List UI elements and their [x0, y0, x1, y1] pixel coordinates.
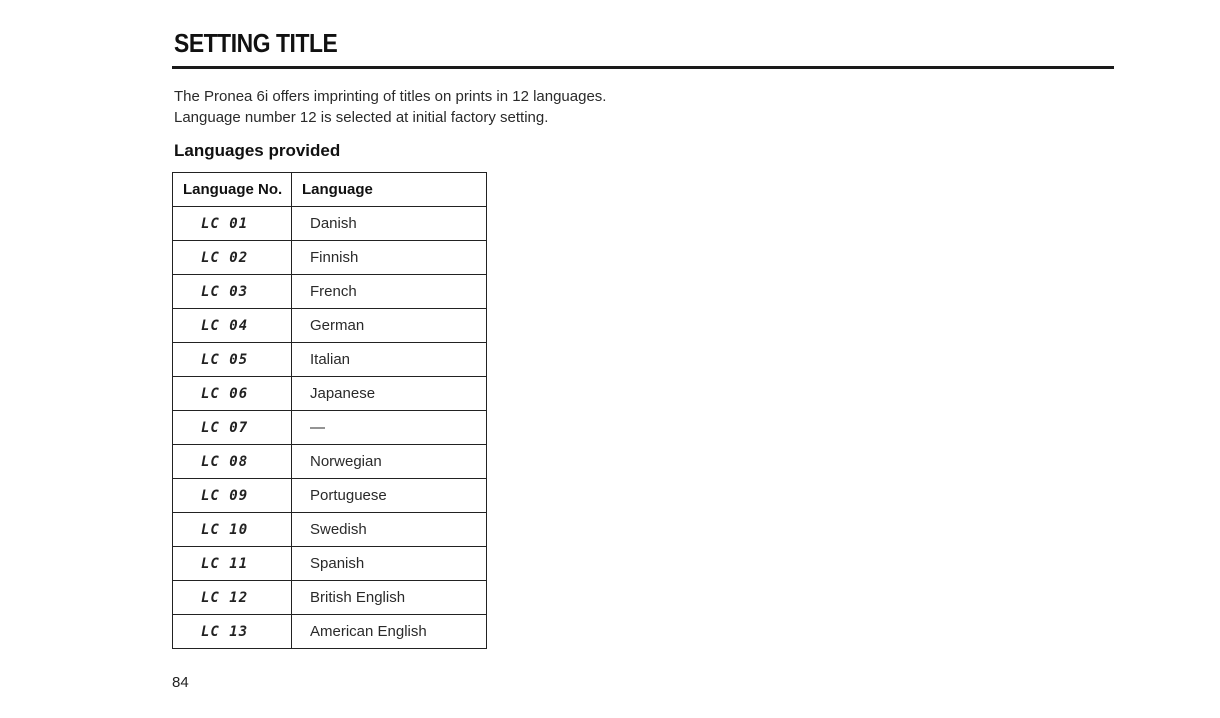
table-row	[173, 207, 487, 241]
language-name-cell: Japanese	[292, 377, 487, 411]
table-row	[173, 445, 487, 479]
intro-line-1: The Pronea 6i offers imprinting of titles on prints in 12 languages.	[174, 88, 607, 105]
table-row	[173, 547, 487, 581]
language-name-cell: American English	[292, 615, 487, 649]
language-name-cell: Italian	[292, 343, 487, 377]
page-number: 84	[172, 674, 189, 691]
language-code-cell: LC 10	[173, 513, 292, 547]
table-row	[173, 479, 487, 513]
table-row	[173, 275, 487, 309]
table-row	[173, 411, 487, 445]
intro-line-2: Language number 12 is selected at initial factory setting.	[174, 109, 549, 126]
language-code-cell: LC 07	[173, 411, 292, 445]
table-row	[173, 377, 487, 411]
language-code-cell: LC 13	[173, 615, 292, 649]
language-code-cell: LC 01	[173, 207, 292, 241]
language-name-cell: Finnish	[292, 241, 487, 275]
title-underline-rule	[172, 66, 1114, 69]
language-name-cell: Portuguese	[292, 479, 487, 513]
language-code-cell: LC 09	[173, 479, 292, 513]
table-row	[173, 513, 487, 547]
table-row	[173, 343, 487, 377]
table-row	[173, 241, 487, 275]
section-heading-languages: Languages provided	[174, 141, 341, 160]
intro-text	[174, 86, 606, 128]
header-language-no: Language No.	[173, 173, 292, 207]
language-name-cell: Norwegian	[292, 445, 487, 479]
language-name-cell: Danish	[292, 207, 487, 241]
header-language: Language	[292, 173, 487, 207]
language-code-cell: LC 12	[173, 581, 292, 615]
language-code-cell: LC 02	[173, 241, 292, 275]
language-name-cell: Swedish	[292, 513, 487, 547]
language-name-cell: French	[292, 275, 487, 309]
table-header-row	[173, 173, 487, 207]
language-name-cell: Spanish	[292, 547, 487, 581]
language-name-cell: —	[292, 411, 487, 445]
language-code-cell: LC 08	[173, 445, 292, 479]
language-name-cell: British English	[292, 581, 487, 615]
table-row	[173, 581, 487, 615]
language-code-cell: LC 05	[173, 343, 292, 377]
languages-table	[172, 172, 487, 649]
table-row	[173, 309, 487, 343]
language-code-cell: LC 04	[173, 309, 292, 343]
language-code-cell: LC 06	[173, 377, 292, 411]
page-title: SETTING TITLE	[174, 28, 338, 58]
language-code-cell: LC 11	[173, 547, 292, 581]
language-name-cell: German	[292, 309, 487, 343]
language-code-cell: LC 03	[173, 275, 292, 309]
table-row	[173, 615, 487, 649]
